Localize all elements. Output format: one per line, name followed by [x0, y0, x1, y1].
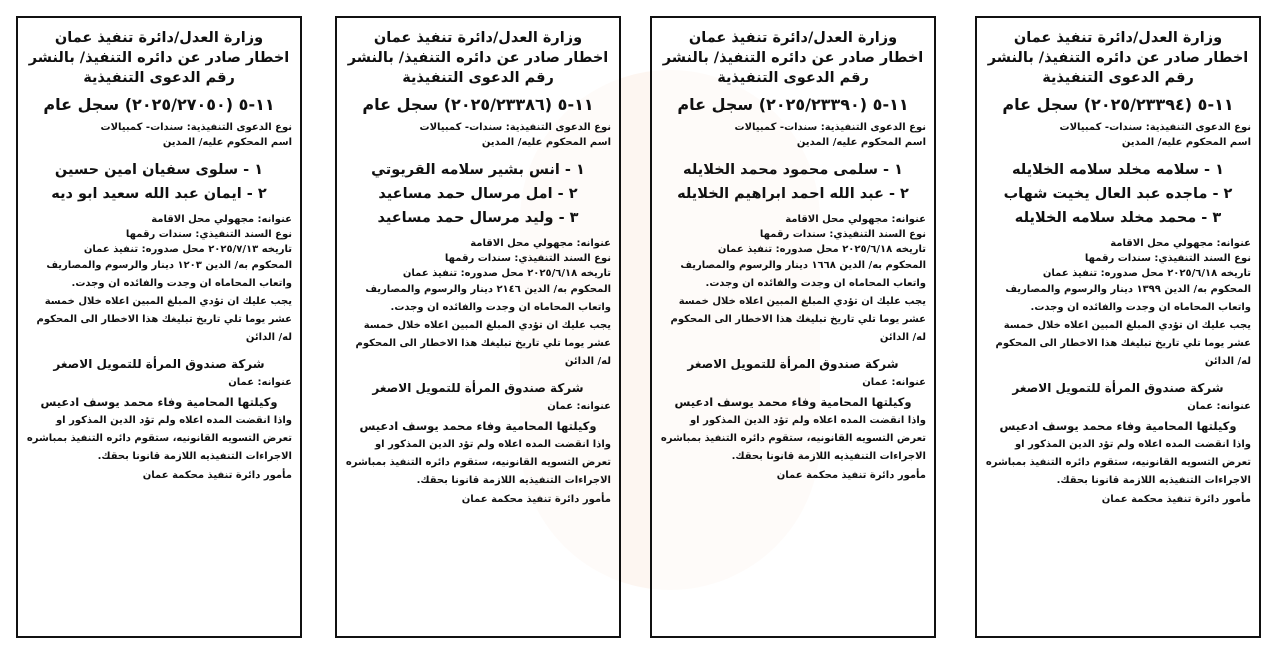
debtor-label: اسم المحكوم عليه/ المدين — [796, 137, 926, 148]
case-type: نوع الدعوى التنفيذية: سندات- كمبيالات — [100, 122, 292, 133]
debtor-address: عنوانه: مجهولي محل الاقامة — [470, 238, 611, 249]
document-type: نوع السند التنفيذي: سندات رقمها — [444, 253, 611, 264]
debtor-address: عنوانه: مجهولي محل الاقامة — [785, 214, 926, 225]
document-type: نوع السند التنفيذي: سندات رقمها — [125, 229, 292, 240]
case-label: رقم الدعوى التنفيذية — [717, 70, 869, 86]
debtor-label: اسم المحكوم عليه/ المدين — [481, 137, 611, 148]
notice-card-2 — [650, 16, 936, 638]
document-date: تاريخه ٢٠٢٥/٦/١٨ محل صدوره: تنفيذ عمان — [1042, 268, 1251, 279]
creditor-agent: وكيلتها المحامية وفاء محمد يوسف ادعيس — [674, 395, 912, 409]
official-signature: مأمور دائرة تنفيذ محكمة عمان — [1101, 494, 1251, 505]
notice-card-1 — [975, 16, 1261, 638]
payment-warning: يجب عليك ان تؤدي المبلغ المبين اعلاه خلال خمسة عشر يوما تلي تاريخ تبليغك هذا الاخطار الى المحكوم له/ الدائن — [670, 296, 926, 343]
document-date: تاريخه ٢٠٢٥/٦/١٨ محل صدوره: تنفيذ عمان — [402, 268, 611, 279]
creditor-agent: وكيلتها المحامية وفاء محمد يوسف ادعيس — [359, 419, 597, 433]
debtor-address: عنوانه: مجهولي محل الاقامة — [151, 214, 292, 225]
creditor-name: شركة صندوق المرأة للتمويل الاصغر — [372, 381, 584, 395]
debtor-names — [985, 158, 1251, 230]
debtor-name: ٢ - امل مرسال حمد مساعيد — [378, 186, 578, 202]
debtor-name: ٢ - عبد الله احمد ابراهيم الخلايله — [677, 186, 909, 202]
ministry-title: وزارة العدل/دائرة تنفيذ عمان — [1013, 30, 1223, 46]
case-label: رقم الدعوى التنفيذية — [402, 70, 554, 86]
case-number: ١١-٥ (٢٠٢٥/٢٧٠٥٠) سجل عام — [43, 95, 275, 114]
debtor-label: اسم المحكوم عليه/ المدين — [1121, 137, 1251, 148]
payment-warning: يجب عليك ان تؤدي المبلغ المبين اعلاه خلال خمسة عشر يوما تلي تاريخ تبليغك هذا الاخطار الى المحكوم له/ الدائن — [355, 320, 611, 367]
notice-subtitle: اخطار صادر عن دائره التنفيذ/ بالنشر — [987, 50, 1249, 66]
notice-subtitle: اخطار صادر عن دائره التنفيذ/ بالنشر — [347, 50, 609, 66]
debtor-address: عنوانه: مجهولي محل الاقامة — [1110, 238, 1251, 249]
creditor-address: عنوانه: عمان — [547, 401, 611, 412]
case-type: نوع الدعوى التنفيذية: سندات- كمبيالات — [1059, 122, 1251, 133]
payment-warning: يجب عليك ان تؤدي المبلغ المبين اعلاه خلال خمسة عشر يوما تلي تاريخ تبليغك هذا الاخطار الى المحكوم له/ الدائن — [995, 320, 1251, 367]
creditor-address: عنوانه: عمان — [862, 377, 926, 388]
closing-text: واذا انقضت المده اعلاه ولم تؤد الدين المذكور او تعرض التسويه القانونيه، ستقوم دائره التنفيذ بمباشره الاجراءات التنفيذيه اللازمة قانونا بحقك. — [660, 415, 926, 462]
case-label: رقم الدعوى التنفيذية — [1042, 70, 1194, 86]
creditor-name: شركة صندوق المرأة للتمويل الاصغر — [1012, 381, 1224, 395]
closing-text: واذا انقضت المده اعلاه ولم تؤد الدين المذكور او تعرض التسويه القانونيه، ستقوم دائره التنفيذ بمباشره الاجراءات التنفيذيه اللازمة قانونا بحقك. — [345, 439, 611, 486]
creditor-name: شركة صندوق المرأة للتمويل الاصغر — [53, 357, 265, 371]
debtor-names — [345, 158, 611, 230]
notice-card-4 — [16, 16, 302, 638]
debtor-name: ٢ - ماجده عبد العال يخيت شهاب — [1003, 186, 1233, 202]
closing-text: واذا انقضت المده اعلاه ولم تؤد الدين المذكور او تعرض التسويه القانونيه، ستقوم دائره التنفيذ بمباشره الاجراءات التنفيذيه اللازمة قانونا بحقك. — [26, 415, 292, 462]
payment-warning: يجب عليك ان تؤدي المبلغ المبين اعلاه خلال خمسة عشر يوما تلي تاريخ تبليغك هذا الاخطار الى المحكوم له/ الدائن — [36, 296, 292, 343]
creditor-name: شركة صندوق المرأة للتمويل الاصغر — [687, 357, 899, 371]
ministry-title: وزارة العدل/دائرة تنفيذ عمان — [54, 30, 264, 46]
closing-text: واذا انقضت المده اعلاه ولم تؤد الدين المذكور او تعرض التسويه القانونيه، ستقوم دائره التنفيذ بمباشره الاجراءات التنفيذيه اللازمة قانونا بحقك. — [985, 439, 1251, 486]
creditor-agent: وكيلتها المحامية وفاء محمد يوسف ادعيس — [40, 395, 278, 409]
official-signature: مأمور دائرة تنفيذ محكمة عمان — [776, 470, 926, 481]
debtor-name: ١ - سلمى محمود محمد الخلايله — [683, 162, 903, 178]
official-signature: مأمور دائرة تنفيذ محكمة عمان — [461, 494, 611, 505]
case-number: ١١-٥ (٢٠٢٥/٢٣٣٨٦) سجل عام — [362, 95, 594, 114]
ministry-title: وزارة العدل/دائرة تنفيذ عمان — [373, 30, 583, 46]
case-number: ١١-٥ (٢٠٢٥/٢٣٣٩٤) سجل عام — [1002, 95, 1234, 114]
case-label: رقم الدعوى التنفيذية — [83, 70, 235, 86]
case-type: نوع الدعوى التنفيذية: سندات- كمبيالات — [734, 122, 926, 133]
judgment-amount: المحكوم به/ الدين ١٢٠٣ دينار والرسوم والمصاريف واتعاب المحاماه ان وجدت والفائده ان وجدت. — [46, 260, 292, 289]
debtor-names — [26, 158, 292, 206]
notice-subtitle: اخطار صادر عن دائره التنفيذ/ بالنشر — [662, 50, 924, 66]
document-type: نوع السند التنفيذي: سندات رقمها — [1084, 253, 1251, 264]
debtor-names — [660, 158, 926, 206]
creditor-agent: وكيلتها المحامية وفاء محمد يوسف ادعيس — [999, 419, 1237, 433]
official-signature: مأمور دائرة تنفيذ محكمة عمان — [142, 470, 292, 481]
document-date: تاريخه ٢٠٢٥/٧/١٣ محل صدوره: تنفيذ عمان — [83, 244, 292, 255]
debtor-name: ٣ - محمد مخلد سلامه الخلايله — [1014, 210, 1222, 226]
debtor-name: ١ - سلامه مخلد سلامه الخلايله — [1012, 162, 1224, 178]
document-type: نوع السند التنفيذي: سندات رقمها — [759, 229, 926, 240]
debtor-name: ٢ - ايمان عبد الله سعيد ابو ديه — [51, 186, 267, 202]
case-number: ١١-٥ (٢٠٢٥/٢٣٣٩٠) سجل عام — [677, 95, 909, 114]
judgment-amount: المحكوم به/ الدين ١٦٦٨ دينار والرسوم والمصاريف واتعاب المحاماه ان وجدت والفائده ان وجدت. — [680, 260, 926, 289]
debtor-name: ١ - انس بشير سلامه القريوتي — [371, 162, 585, 178]
notice-subtitle: اخطار صادر عن دائره التنفيذ/ بالنشر — [28, 50, 290, 66]
judgment-amount: المحكوم به/ الدين ٢١٤٦ دينار والرسوم والمصاريف واتعاب المحاماه ان وجدت والفائده ان وجدت. — [365, 284, 611, 313]
creditor-address: عنوانه: عمان — [228, 377, 292, 388]
judgment-amount: المحكوم به/ الدين ١٣٩٩ دينار والرسوم والمصاريف واتعاب المحاماه ان وجدت والفائده ان وجدت. — [1005, 284, 1251, 313]
document-date: تاريخه ٢٠٢٥/٦/١٨ محل صدوره: تنفيذ عمان — [717, 244, 926, 255]
debtor-name: ١ - سلوى سفيان امين حسين — [54, 162, 264, 178]
debtor-name: ٣ - وليد مرسال حمد مساعيد — [377, 210, 579, 226]
debtor-label: اسم المحكوم عليه/ المدين — [162, 137, 292, 148]
creditor-address: عنوانه: عمان — [1187, 401, 1251, 412]
case-type: نوع الدعوى التنفيذية: سندات- كمبيالات — [419, 122, 611, 133]
notice-card-3 — [335, 16, 621, 638]
ministry-title: وزارة العدل/دائرة تنفيذ عمان — [688, 30, 898, 46]
